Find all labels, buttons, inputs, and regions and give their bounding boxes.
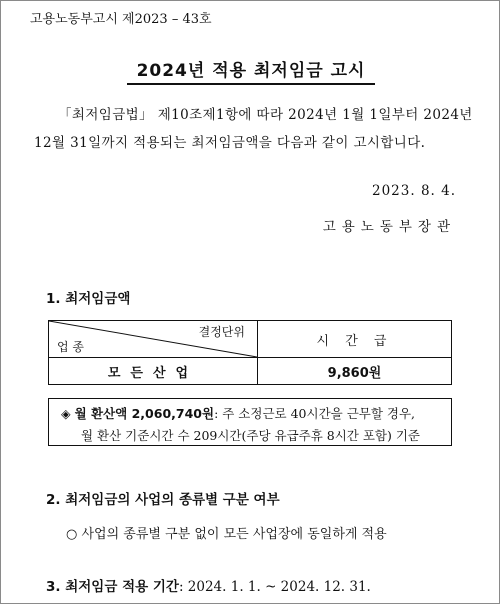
issuer: 고용노동부장관: [322, 219, 456, 235]
notice-date: 2023. 8. 4.: [372, 183, 456, 199]
industry-label: 업 종: [57, 340, 84, 354]
document-title: 2024년 적용 최저임금 고시: [127, 56, 376, 85]
diamond-bullet-icon: ◈: [61, 406, 71, 421]
notice-number: 고용노동부고시 제2023 – 43호: [30, 12, 212, 27]
industry-cell: 모든산업: [49, 358, 258, 385]
intro-line-2: 12월 31일까지 적용되는 최저임금액을 다음과 같이 고시합니다.: [34, 135, 426, 151]
title-container: [0, 56, 502, 85]
decision-unit-label: 결정단위: [198, 325, 245, 339]
section-2-item: ○ 사업의 종류별 구분 없이 모든 사업장에 동일하게 적용: [66, 527, 387, 542]
hourly-wage-header: 시 간 급: [258, 321, 452, 358]
section-2-title: 2. 최저임금의 사업의 종류별 구분 여부: [46, 492, 280, 508]
note-line-1: [61, 404, 415, 422]
section-3-line: [46, 575, 371, 595]
note-line-1-text: : 주 소정근로 40시간을 근무할 경우,: [214, 406, 416, 421]
minimum-wage-table: [48, 320, 452, 385]
section-3-title: 3. 최저임금 적용 기간: [46, 579, 179, 595]
hourly-wage-cell: 9,860원: [258, 358, 452, 385]
note-line-2: 월 환산 기준시간 수 209시간(주당 유급주휴 8시간 포함) 기준: [81, 428, 421, 443]
section-1-title: 1. 최저임금액: [46, 291, 131, 307]
section-3-period: : 2024. 1. 1. ~ 2024. 12. 31.: [178, 579, 371, 595]
monthly-amount-label: 월 환산액 2,060,740원: [74, 406, 215, 421]
diagonal-header-cell: [49, 321, 258, 358]
intro-line-1: 「최저임금법」 제10조제1항에 따라 2024년 1월 1일부터 2024년: [58, 107, 473, 123]
table-header-row: [49, 321, 452, 358]
table-row: [49, 358, 452, 385]
monthly-equivalent-note: [48, 398, 452, 446]
